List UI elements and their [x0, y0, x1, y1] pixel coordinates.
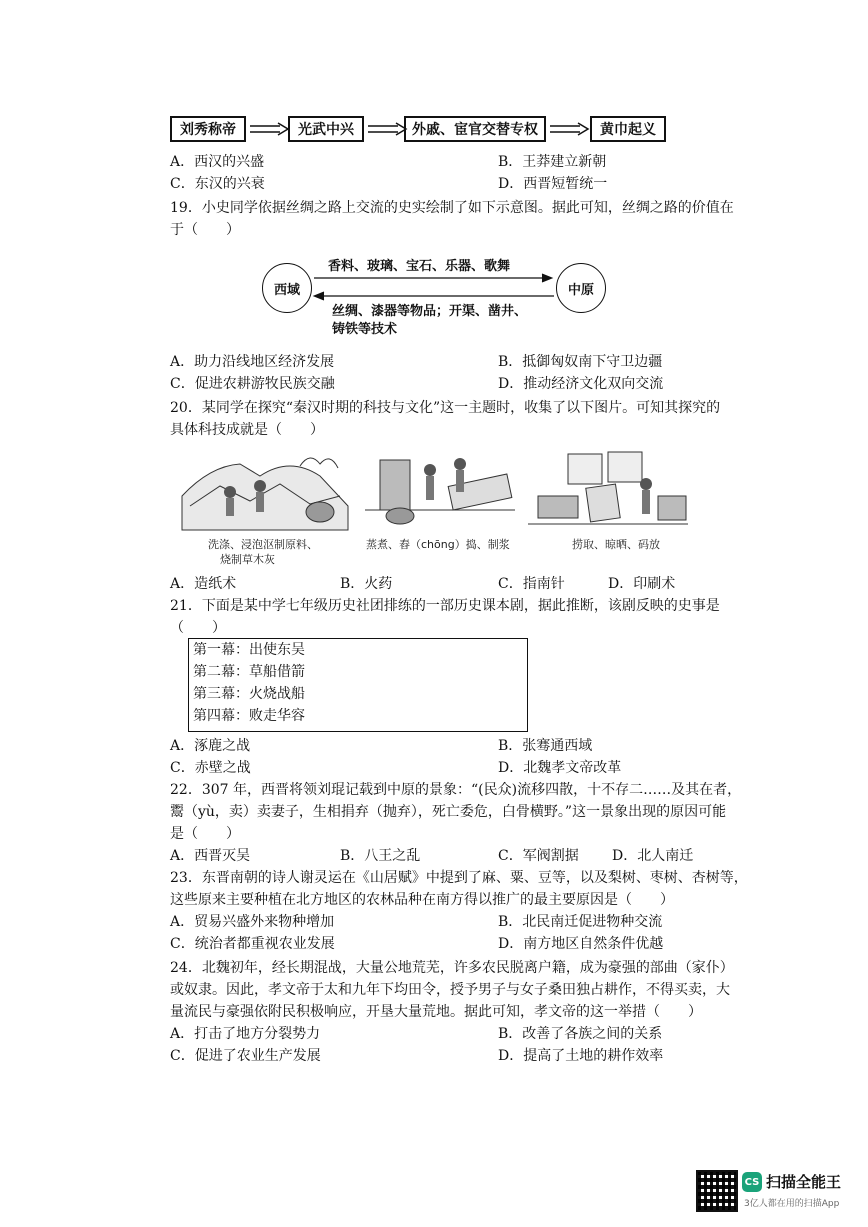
q21-option-a: A．涿鹿之战 [170, 738, 251, 754]
q23-option-b: B．北民南迁促进物种交流 [498, 914, 663, 930]
diagram-node-xiyu: 西域 [262, 263, 312, 313]
q20-option-c: C．指南针 [498, 576, 565, 592]
q24-stem-line-3: 量流民与豪强依附民积极响应，开垦大量荒地。据此可知，孝文帝的这一举措（ ） [170, 1004, 702, 1020]
q22-stem-line-1: 22．307 年，西晋将领刘琨记载到中原的景象：“(民众)流移四散，十不存二……及其在者， [170, 782, 742, 798]
q18-option-b: B．王莽建立新朝 [498, 154, 607, 170]
flow-arrow-1 [250, 122, 290, 136]
q24-option-b: B．改善了各族之间的关系 [498, 1026, 663, 1042]
caption-3: 捞取、晾晒、码放 [572, 538, 660, 551]
q22-option-c: C．军阀割据 [498, 848, 579, 864]
flow-step-3: 外戚、宦官交替专权 [404, 116, 546, 142]
q23-option-d: D．南方地区自然条件优越 [498, 936, 664, 952]
q21-option-d: D．北魏孝文帝改革 [498, 760, 622, 776]
flow-step-2: 光武中兴 [288, 116, 364, 142]
watermark-tagline: 3亿人都在用的扫描App [744, 1199, 840, 1209]
q19-option-d: D．推动经济文化双向交流 [498, 376, 664, 392]
q19-option-c: C．促进农耕游牧民族交融 [170, 376, 335, 392]
papermaking-illustration-2 [360, 440, 520, 530]
papermaking-illustration-3 [528, 446, 690, 530]
q24-option-c: C．促进了农业生产发展 [170, 1048, 321, 1064]
flow-step-1: 刘秀称帝 [170, 116, 246, 142]
q20-option-d: D．印刷术 [608, 576, 676, 592]
flow-arrow-3 [550, 122, 590, 136]
q22-stem-line-2: 鬻（yù，卖）卖妻子，生相捐弃（抛弃），死亡委危，白骨横野。”这一景象出现的原因可能 [170, 804, 727, 820]
q21-stem-line-2: （ ） [170, 620, 226, 636]
q20-option-a: A．造纸术 [170, 576, 237, 592]
q22-stem-line-3: 是（ ） [170, 826, 240, 842]
caption-1-line-1: 洗涤、浸泡沤制原料、 [208, 538, 318, 551]
q22-option-a: A．西晋灭吴 [170, 848, 251, 864]
flow-step-4: 黄巾起义 [590, 116, 666, 142]
q24-stem-line-2: 或奴隶。因此，孝文帝于太和九年下均田令，授予男子与女子桑田独占耕作，不得买卖，大 [170, 982, 730, 998]
q21-option-b: B．张骞通西域 [498, 738, 593, 754]
diagram-node-zhongyuan: 中原 [556, 263, 606, 313]
q19-stem-line-2: 于（ ） [170, 222, 240, 238]
papermaking-illustration-1 [180, 446, 350, 532]
q20-stem-line-1: 20．某同学在探究“秦汉时期的科技与文化”这一主题时，收集了以下图片。可知其探究的 [170, 400, 721, 416]
q24-option-d: D．提高了土地的耕作效率 [498, 1048, 664, 1064]
q22-option-b: B．八王之乱 [340, 848, 421, 864]
scene-1: 第一幕：出使东吴 [193, 642, 305, 658]
q20-stem-line-2: 具体科技成就是（ ） [170, 422, 324, 438]
q23-stem-line-2: 这些原来主要种植在北方地区的农林品种在南方得以推广的最主要原因是（ ） [170, 892, 674, 908]
scene-3: 第三幕：火烧战船 [193, 686, 305, 702]
q19-option-b: B．抵御匈奴南下守卫边疆 [498, 354, 663, 370]
camscanner-logo: CS [742, 1172, 762, 1192]
play-scenes-box [188, 638, 528, 732]
q24-stem-line-1: 24．北魏初年，经长期混战，大量公地荒芜，许多农民脱离户籍，成为豪强的部曲（家仆） [170, 960, 734, 976]
caption-2: 蒸煮、舂（chōng）捣、制浆 [366, 538, 510, 551]
caption-1-line-2: 烧制草木灰 [220, 553, 275, 566]
diagram-bottom-label-1: 丝绸、漆器等物品；开渠、凿井、 [332, 304, 528, 319]
diagram-bottom-label-2: 铸铁等技术 [332, 322, 398, 337]
q18-option-a: A．西汉的兴盛 [170, 154, 265, 170]
q19-stem-line-1: 19．小史同学依据丝绸之路上交流的史实绘制了如下示意图。据此可知，丝绸之路的价值在 [170, 200, 734, 216]
watermark-brand: 扫描全能王 [766, 1173, 842, 1191]
q19-option-a: A．助力沿线地区经济发展 [170, 354, 335, 370]
q24-option-a: A．打击了地方分裂势力 [170, 1026, 321, 1042]
flow-arrow-2 [368, 122, 408, 136]
q21-option-c: C．赤壁之战 [170, 760, 251, 776]
q22-option-d: D．北人南迁 [612, 848, 694, 864]
qr-code [696, 1170, 738, 1212]
q20-option-b: B．火药 [340, 576, 393, 592]
q21-stem-line-1: 21．下面是某中学七年级历史社团排练的一部历史课本剧，据此推断，该剧反映的史事是 [170, 598, 720, 614]
q23-option-c: C．统治者都重视农业发展 [170, 936, 335, 952]
q23-stem-line-1: 23．东晋南朝的诗人谢灵运在《山居赋》中提到了麻、粟、豆等，以及梨树、枣树、杏树等， [170, 870, 748, 886]
scene-4: 第四幕：败走华容 [193, 708, 305, 724]
diagram-top-label: 香料、玻璃、宝石、乐器、歌舞 [328, 259, 511, 274]
scene-2: 第二幕：草船借箭 [193, 664, 305, 680]
q23-option-a: A．贸易兴盛外来物种增加 [170, 914, 335, 930]
q18-option-c: C．东汉的兴衰 [170, 176, 265, 192]
q18-option-d: D．西晋短暂统一 [498, 176, 608, 192]
